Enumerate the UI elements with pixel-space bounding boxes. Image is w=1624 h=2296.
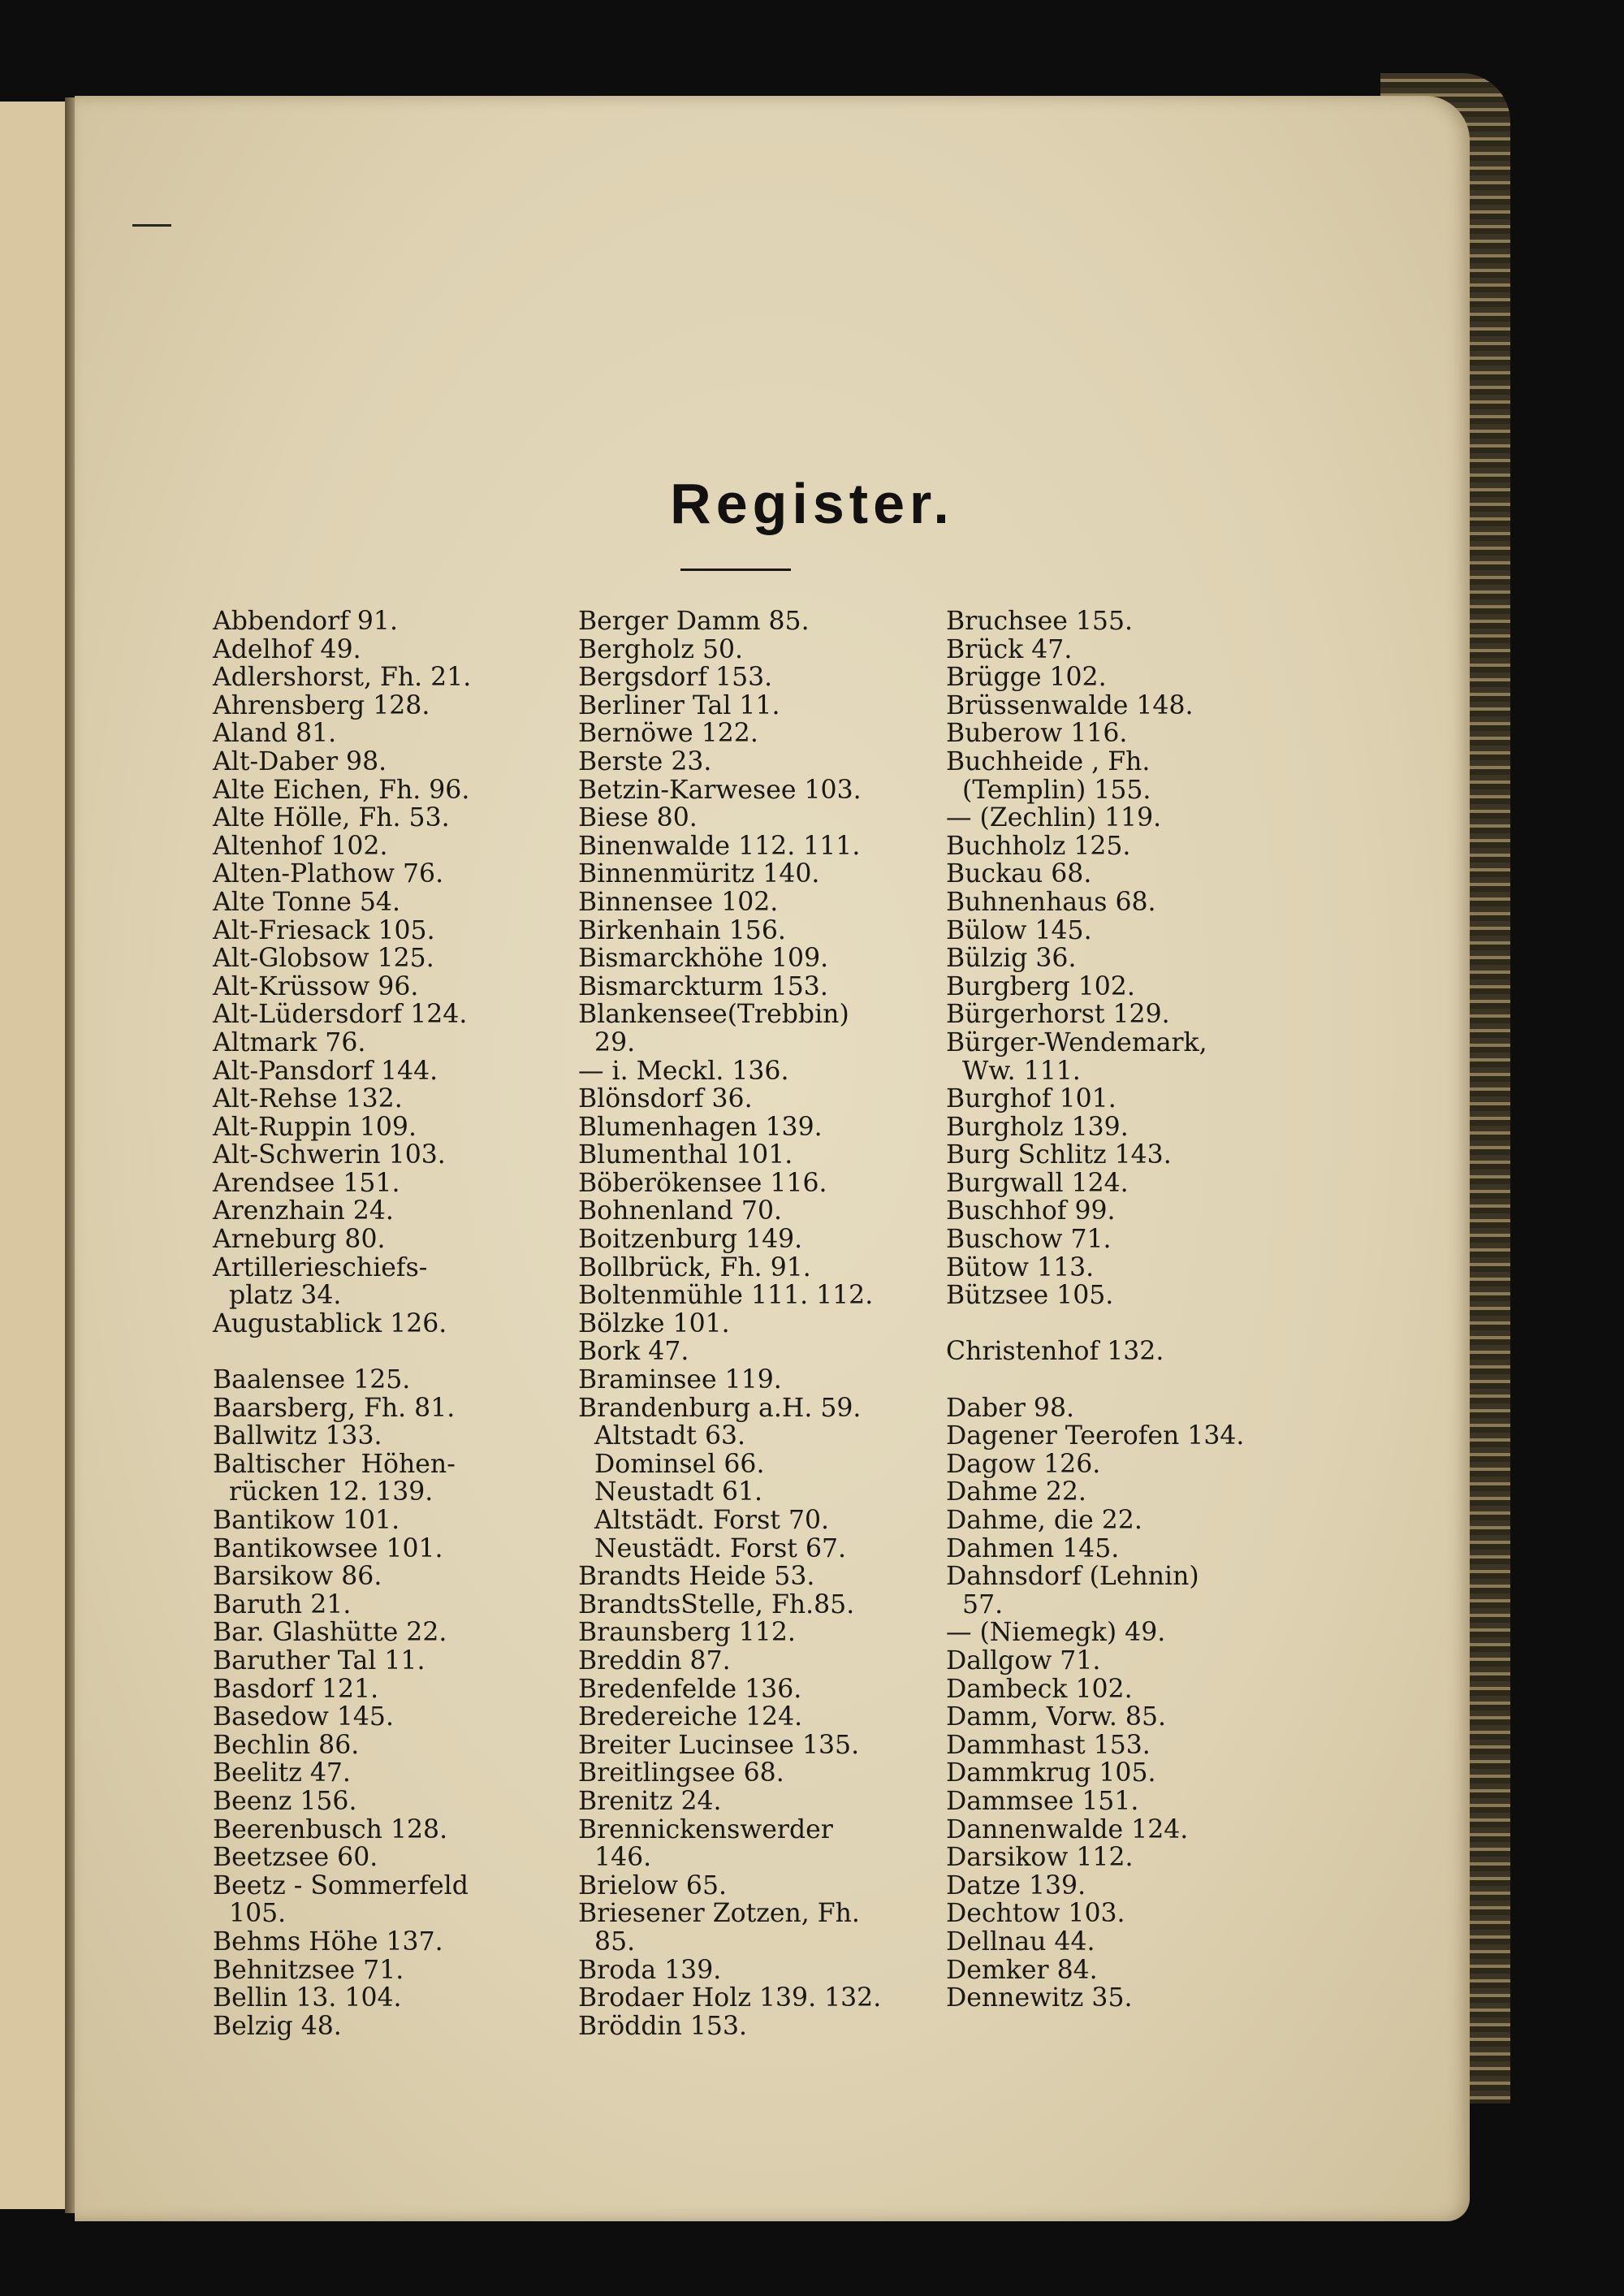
index-entry: Alt-Pansdorf 144.	[213, 1056, 438, 1086]
index-entry: 85.	[578, 1926, 636, 1957]
index-entry: Braminsee 119.	[578, 1365, 782, 1395]
index-entry: Damm, Vorw. 85.	[946, 1702, 1167, 1732]
index-entry: Dannenwalde 124.	[946, 1814, 1189, 1844]
index-entry: Bork 47.	[578, 1337, 689, 1367]
index-entry: rücken 12. 139.	[213, 1477, 434, 1507]
section-gap	[213, 1338, 471, 1366]
index-entry: Dambeck 102.	[946, 1674, 1133, 1704]
index-entry: Bismarckhöhe 109.	[578, 944, 829, 974]
index-entry: Beenz 156.	[213, 1786, 357, 1816]
index-entry: Dellnau 44.	[946, 1926, 1095, 1957]
index-entry: Alte Tonne 54.	[213, 887, 400, 917]
index-entry: Berste 23.	[578, 746, 712, 776]
index-column-2	[578, 608, 881, 2040]
index-entry: Brüssenwalde 148.	[946, 690, 1194, 720]
index-entry: Alt-Daber 98.	[213, 746, 387, 776]
index-entry: Burgholz 139.	[946, 1112, 1129, 1142]
index-entry: Alt-Lüdersdorf 124.	[213, 1000, 468, 1030]
index-entry: Blumenthal 101.	[578, 1140, 793, 1170]
index-entry: Bülzig 36.	[946, 944, 1077, 974]
index-entry: Arenzhain 24.	[213, 1196, 394, 1226]
index-entry: Bismarckturm 153.	[578, 971, 828, 1001]
index-entry: Berger Damm 85.	[578, 607, 810, 636]
index-entry: Beerenbusch 128.	[213, 1814, 448, 1844]
index-entry: Blumenhagen 139.	[578, 1112, 823, 1142]
index-entry: Belzig 48.	[213, 2011, 342, 2041]
index-entry: Altstädt. Forst 70.	[578, 1506, 830, 1535]
index-entry: Christenhof 132.	[946, 1337, 1164, 1367]
index-entry: Dahnsdorf (Lehnin)	[946, 1562, 1199, 1592]
index-entry: Brandenburg a.H. 59.	[578, 1393, 862, 1423]
index-entry: Dammhast 153.	[946, 1730, 1151, 1760]
index-entry: Baalensee 125.	[213, 1365, 411, 1395]
index-entry: Baarsberg, Fh. 81.	[213, 1393, 456, 1423]
index-entry: — (Niemegk) 49.	[946, 1618, 1166, 1648]
index-entry: Brenitz 24.	[578, 1786, 722, 1816]
index-entry: Buschow 71.	[946, 1225, 1112, 1255]
index-entry: Bruchsee 155.	[946, 607, 1134, 636]
index-entry: 105.	[213, 1899, 287, 1929]
index-entry: Dahme 22.	[946, 1477, 1086, 1507]
index-entry: Dennewitz 35.	[946, 1983, 1133, 2013]
index-entry: Basdorf 121.	[213, 1674, 379, 1704]
index-entry: Demker 84.	[946, 1955, 1098, 1985]
index-entry: Artillerieschiefs-	[213, 1252, 428, 1282]
index-entry: — (Zechlin) 119.	[946, 803, 1162, 833]
index-entry: Barsikow 86.	[213, 1562, 382, 1592]
index-entry: Brandts Heide 53.	[578, 1562, 815, 1592]
index-entry: Brielow 65.	[578, 1870, 728, 1900]
index-entry: Briesener Zotzen, Fh.	[578, 1899, 860, 1929]
index-entry: Birkenhain 156.	[578, 915, 786, 945]
index-entry: Baltischer Höhen-	[213, 1449, 456, 1479]
index-entry: Bergholz 50.	[578, 634, 744, 664]
index-entry: Betzin-Karwesee 103.	[578, 775, 862, 805]
index-entry: Buschhof 99.	[946, 1196, 1116, 1226]
index-entry: platz 34.	[213, 1281, 342, 1311]
index-entry: Alt-Ruppin 109.	[213, 1112, 417, 1142]
index-entry: BrandtsStelle, Fh.85.	[578, 1589, 855, 1619]
index-entry: Bantikow 101.	[213, 1506, 400, 1535]
index-entry: Buckau 68.	[946, 859, 1092, 889]
index-entry: Bützsee 105.	[946, 1281, 1114, 1311]
title-rule	[680, 569, 791, 571]
index-entry: Baruth 21.	[213, 1589, 352, 1619]
index-entry: Altenhof 102.	[213, 831, 388, 861]
index-entry: Altstadt 63.	[578, 1421, 746, 1451]
index-entry: Bollbrück, Fh. 91.	[578, 1252, 811, 1282]
index-entry: Alt-Globsow 125.	[213, 944, 434, 974]
index-entry: Bölzke 101.	[578, 1308, 730, 1338]
index-entry: — i. Meckl. 136.	[578, 1056, 789, 1086]
index-entry: 57.	[946, 1589, 1004, 1619]
index-entry: Baruther Tal 11.	[213, 1645, 425, 1676]
index-entry: Bar. Glashütte 22.	[213, 1618, 447, 1648]
index-entry: Braunsberg 112.	[578, 1618, 796, 1648]
index-entry: Boitzenburg 149.	[578, 1225, 803, 1255]
index-entry: Brück 47.	[946, 634, 1073, 664]
index-entry: Dechtow 103.	[946, 1899, 1125, 1929]
index-entry: Burgberg 102.	[946, 971, 1135, 1001]
index-entry: Arendsee 151.	[213, 1168, 400, 1198]
index-entry: Dammkrug 105.	[946, 1758, 1156, 1788]
index-entry: Alte Hölle, Fh. 53.	[213, 803, 450, 833]
index-entry: Buchholz 125.	[946, 831, 1131, 861]
left-page-edge	[0, 102, 74, 2209]
index-entry: Arneburg 80.	[213, 1225, 386, 1255]
index-entry: Alt-Rehse 132.	[213, 1084, 403, 1114]
index-entry: Ahrensberg 128.	[213, 690, 430, 720]
index-entry: Bernöwe 122.	[578, 719, 758, 749]
index-entry: Breddin 87.	[578, 1645, 731, 1676]
index-entry: Broda 139.	[578, 1955, 722, 1985]
index-entry: Alt-Friesack 105.	[213, 915, 435, 945]
index-entry: Ww. 111.	[946, 1056, 1081, 1086]
index-entry: Basedow 145.	[213, 1702, 394, 1732]
index-entry: Beetzsee 60.	[213, 1843, 378, 1873]
index-entry: Buberow 116.	[946, 719, 1128, 749]
index-entry: Dammsee 151.	[946, 1786, 1139, 1816]
index-entry: Dagener Teerofen 134.	[946, 1421, 1245, 1451]
index-column-1	[213, 608, 471, 2040]
margin-mark	[132, 224, 171, 227]
index-entry: Darsikow 112.	[946, 1843, 1134, 1873]
index-entry: Alt-Krüssow 96.	[213, 971, 419, 1001]
index-entry: 146.	[578, 1843, 652, 1873]
index-entry: Daber 98.	[946, 1393, 1075, 1423]
section-gap	[946, 1366, 1244, 1394]
index-entry: Blönsdorf 36.	[578, 1084, 753, 1114]
index-entry: Bürger-Wendemark,	[946, 1027, 1207, 1057]
index-entry: Bülow 145.	[946, 915, 1092, 945]
index-entry: Dallgow 71.	[946, 1645, 1101, 1676]
section-gap	[946, 1310, 1244, 1338]
index-column-3	[946, 608, 1244, 2013]
index-entry: Alten-Plathow 76.	[213, 859, 444, 889]
index-entry: Beetz - Sommerfeld	[213, 1870, 469, 1900]
index-entry: Binenwalde 112. 111.	[578, 831, 861, 861]
index-entry: Behnitzsee 71.	[213, 1955, 404, 1985]
index-entry: Bürgerhorst 129.	[946, 1000, 1170, 1030]
index-entry: Aland 81.	[213, 719, 337, 749]
index-entry: Neustädt. Forst 67.	[578, 1533, 847, 1563]
index-entry: Augustablick 126.	[213, 1308, 447, 1338]
index-entry: Ballwitz 133.	[213, 1421, 382, 1451]
index-entry: Brodaer Holz 139. 132.	[578, 1983, 882, 2013]
index-entry: Dagow 126.	[946, 1449, 1101, 1479]
index-entry: (Templin) 155.	[946, 775, 1151, 805]
index-entry: Beelitz 47.	[213, 1758, 351, 1788]
index-entry: Biese 80.	[578, 803, 698, 833]
index-entry: Boltenmühle 111. 112.	[578, 1281, 874, 1311]
index-entry: Dahme, die 22.	[946, 1506, 1142, 1535]
index-entry: Dahmen 145.	[946, 1533, 1120, 1563]
index-entry: Böberökensee 116.	[578, 1168, 827, 1198]
index-entry: Bohnenland 70.	[578, 1196, 783, 1226]
index-entry: Bredenfelde 136.	[578, 1674, 802, 1704]
index-entry: Bellin 13. 104.	[213, 1983, 402, 2013]
index-entry: Altmark 76.	[213, 1027, 366, 1057]
index-entry: Breiter Lucinsee 135.	[578, 1730, 860, 1760]
index-entry: Datze 139.	[946, 1870, 1086, 1900]
index-entry: Breitlingsee 68.	[578, 1758, 784, 1788]
index-entry: Adelhof 49.	[213, 634, 361, 664]
index-entry: Bechlin 86.	[213, 1730, 360, 1760]
index-entry: Neustadt 61.	[578, 1477, 763, 1507]
index-entry: Bantikowsee 101.	[213, 1533, 443, 1563]
index-entry: Buchheide , Fh.	[946, 746, 1151, 776]
index-entry: Binnenmüritz 140.	[578, 859, 820, 889]
index-entry: 29.	[578, 1027, 636, 1057]
index-entry: Alte Eichen, Fh. 96.	[213, 775, 470, 805]
index-entry: Brügge 102.	[946, 663, 1107, 693]
index-entry: Alt-Schwerin 103.	[213, 1140, 446, 1170]
index-entry: Behms Höhe 137.	[213, 1926, 443, 1957]
index-entry: Burg Schlitz 143.	[946, 1140, 1172, 1170]
index-entry: Bredereiche 124.	[578, 1702, 803, 1732]
index-entry: Binnensee 102.	[578, 887, 779, 917]
index-entry: Bröddin 153.	[578, 2011, 748, 2041]
index-entry: Buhnenhaus 68.	[946, 887, 1156, 917]
index-entry: Burgwall 124.	[946, 1168, 1129, 1198]
index-entry: Berliner Tal 11.	[578, 690, 780, 720]
index-entry: Bergsdorf 153.	[578, 663, 773, 693]
index-entry: Blankensee(Trebbin)	[578, 1000, 849, 1030]
page-title: Register.	[670, 472, 954, 535]
index-entry: Burghof 101.	[946, 1084, 1116, 1114]
index-entry: Abbendorf 91.	[213, 607, 398, 636]
index-entry: Bütow 113.	[946, 1252, 1095, 1282]
index-entry: Adlershorst, Fh. 21.	[213, 663, 472, 693]
index-entry: Brennickenswerder	[578, 1814, 833, 1844]
index-entry: Dominsel 66.	[578, 1449, 765, 1479]
